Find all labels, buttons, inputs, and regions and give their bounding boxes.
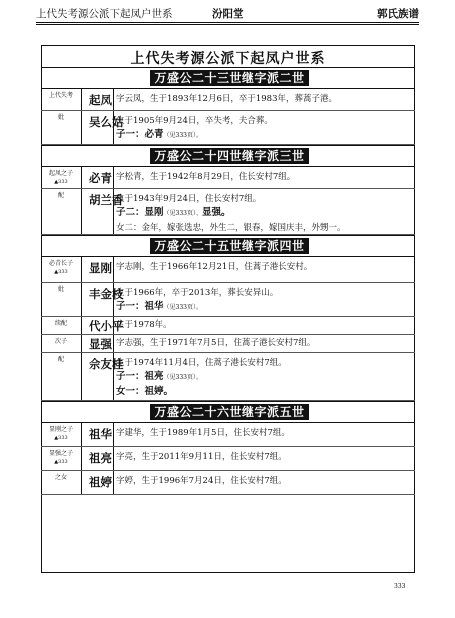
header-rule [36,22,419,23]
generation-label: 万盛公二十三世继字派二世 [150,70,309,86]
member-description: 生于1905年9月24日，卒失考，夫合葬。 子一：必青（见333页）。 [116,116,273,140]
member-row [41,317,415,335]
member-description: 生于1943年9月24日，住长安村7组。 子二：显刚（见333页）、显强。 女二：金年，嫁张选忠，外生二，银春，嫁国庆丰，外甥一。 [116,194,346,233]
header-rule-thin [36,24,419,25]
member-name: 吴么姑 [89,115,124,129]
member-row [41,447,415,471]
member-name: 起凤 [89,93,112,107]
page-header [36,6,419,20]
member-name: 祖亮 [89,451,112,465]
member-role: 妣 [57,114,64,121]
header-clan-name: 郭氏族谱 [377,8,419,20]
member-row [41,111,415,145]
member-name: 佘友桂 [89,357,124,371]
generation-label: 万盛公二十六世继字派五世 [150,404,309,420]
generation-band [41,401,415,423]
member-name: 显强 [89,337,112,351]
member-description: 字志刚，生于1966年12月21日，住蒿子港长安村。 [116,262,313,272]
member-row [41,189,415,235]
member-name: 胡兰香 [89,193,124,207]
page-title: 上代失考源公派下起凤户世系 [130,51,326,67]
member-role: 显刚之子 ▲333 [48,426,73,441]
member-description: 生于1966年，卒于2013年，葬长安异山。 子一：祖华（见333页）。 [116,288,279,312]
member-name: 祖婷 [89,475,112,489]
member-description: 生于1974年11月4日，住蒿子港长安村7组。 子一：祖亮（见333页）。 女一：祖婷。 [116,358,287,397]
member-role: 配 [57,192,64,199]
generation-band [41,235,415,257]
member-description: 生于1978年。 [116,320,172,330]
member-role: 必青长子 ▲333 [48,260,73,275]
member-row [41,423,415,447]
header-hall-name: 汾阳堂 [212,8,244,20]
member-name: 显刚 [89,261,112,275]
member-row [41,353,415,401]
member-role: 次子 [54,338,67,345]
member-name: 必青 [89,171,112,185]
member-role: 配 [57,356,64,363]
member-role: 上代失考 [48,92,73,99]
member-role: 续配 [54,320,67,327]
member-row [41,335,415,353]
member-row [41,471,415,495]
member-description: 字松青，生于1942年8月29日，住长安村7组。 [116,172,296,182]
member-role: 起凤之子 ▲333 [48,170,73,185]
member-role: 显强之子 ▲333 [48,450,73,465]
generation-band [41,145,415,167]
member-description: 字亮，生于2011年9月11日，住长安村7组。 [116,452,287,462]
member-role: 之女 [54,474,67,481]
member-name: 祖华 [89,427,112,441]
header-left: 上代失考源公派下起凤户世系 [36,8,173,20]
generation-label: 万盛公二十四世继字派三世 [150,148,309,164]
member-name: 代小平 [89,319,124,333]
member-description: 字云凤，生于1893年12月6日，卒于1983年，葬蒿子港。 [116,94,337,104]
member-description: 字建华，生于1989年1月5日，住长安村7组。 [116,428,290,438]
member-description: 字志强，生于1971年7月5日，住蒿子港长安村7组。 [116,338,316,348]
generation-band [41,67,415,89]
generation-label: 万盛公二十五世继字派四世 [150,238,309,254]
member-row [41,167,415,189]
member-row [41,89,415,111]
page-number: 333 [394,583,406,590]
member-row [41,283,415,317]
member-description: 字婷，生于1996年7月24日，住长安村7组。 [116,476,287,486]
member-row [41,257,415,283]
member-name: 丰金枝 [89,287,124,301]
member-role: 妣 [57,286,64,293]
